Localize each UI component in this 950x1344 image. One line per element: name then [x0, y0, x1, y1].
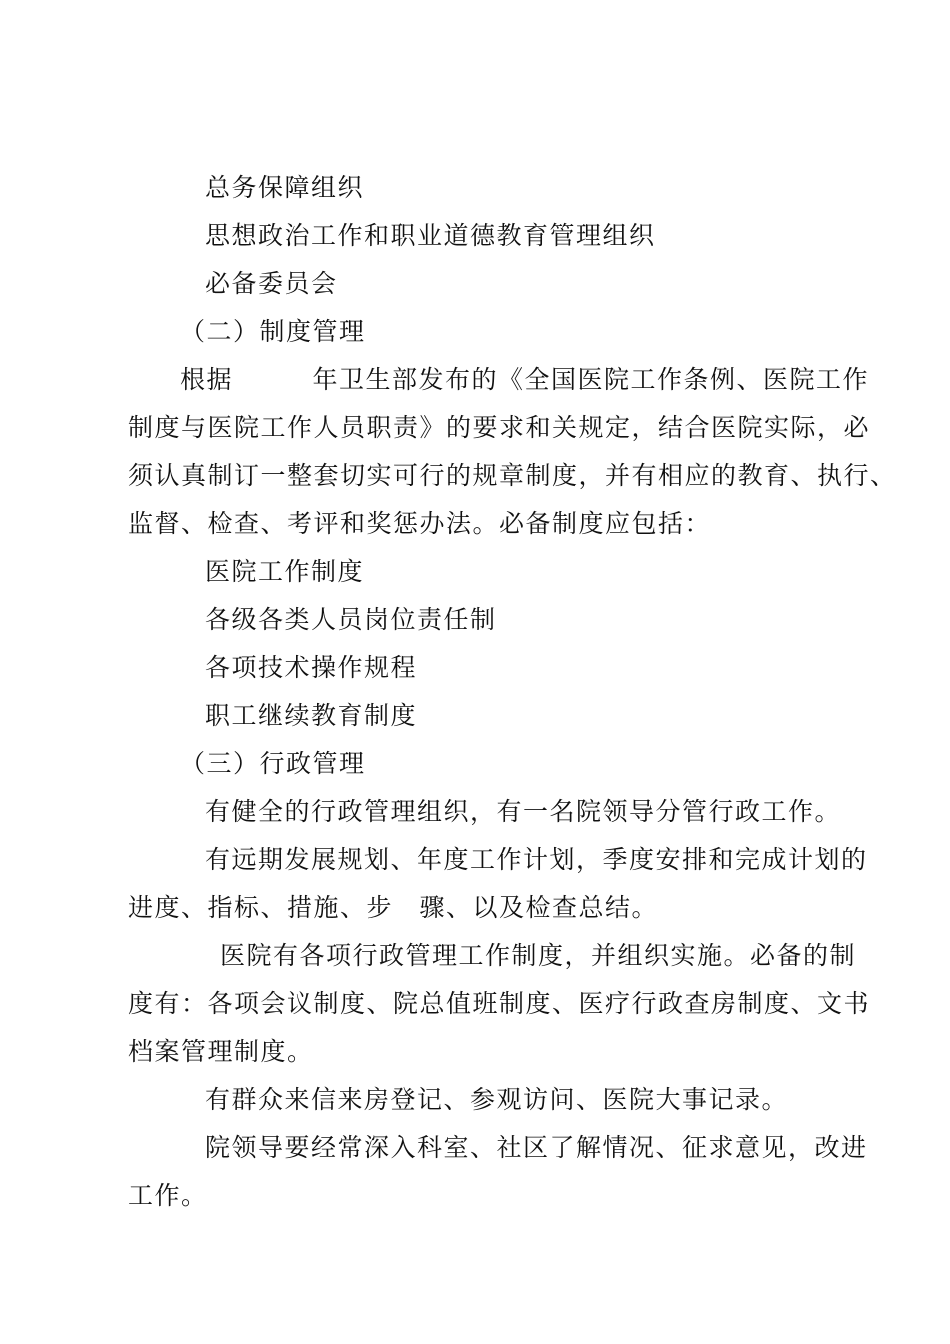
paragraph-line: 度有：各项会议制度、院总值班制度、医疗行政查房制度、文书 [128, 989, 871, 1018]
list-item-job-responsibility: 各级各类人员岗位责任制 [205, 605, 497, 634]
list-item-hospital-rules: 医院工作制度 [205, 557, 365, 586]
section-heading-system-management: （二）制度管理 [180, 317, 366, 346]
paragraph-line: 制度与医院工作人员职责》的要求和关规定，结合医院实际，必 [128, 413, 871, 442]
paragraph-line: 须认真制订一整套切实可行的规章制度，并有相应的教育、执行、 [128, 461, 897, 490]
paragraph-line: 监督、检查、考评和奖惩办法。必备制度应包括： [128, 509, 712, 538]
list-item-ideology-ethics: 思想政治工作和职业道德教育管理组织 [205, 221, 656, 250]
paragraph-line: 档案管理制度。 [128, 1037, 314, 1066]
paragraph-line: 进度、指标、措施、步 骤、以及检查总结。 [128, 893, 659, 922]
paragraph-line: 有健全的行政管理组织，有一名院领导分管行政工作。 [205, 797, 842, 826]
paragraph-line: 工作。 [128, 1181, 208, 1210]
list-item-continuing-education: 职工继续教育制度 [205, 701, 418, 730]
paragraph-line: 院领导要经常深入科室、社区了解情况、征求意见，改进 [205, 1133, 868, 1162]
paragraph-line: 有远期发展规划、年度工作计划，季度安排和完成计划的 [205, 845, 868, 874]
paragraph-line: 根据 年卫生部发布的《全国医院工作条例、医院工作 [180, 365, 870, 394]
list-item-technical-procedures: 各项技术操作规程 [205, 653, 418, 682]
section-heading-administration: （三）行政管理 [180, 749, 366, 778]
paragraph-line: 有群众来信来房登记、参观访问、医院大事记录。 [205, 1085, 789, 1114]
paragraph-line: 医院有各项行政管理工作制度，并组织实施。必备的制 [220, 941, 857, 970]
list-item-committees: 必备委员会 [205, 269, 338, 298]
list-item-general-services: 总务保障组织 [205, 173, 365, 202]
